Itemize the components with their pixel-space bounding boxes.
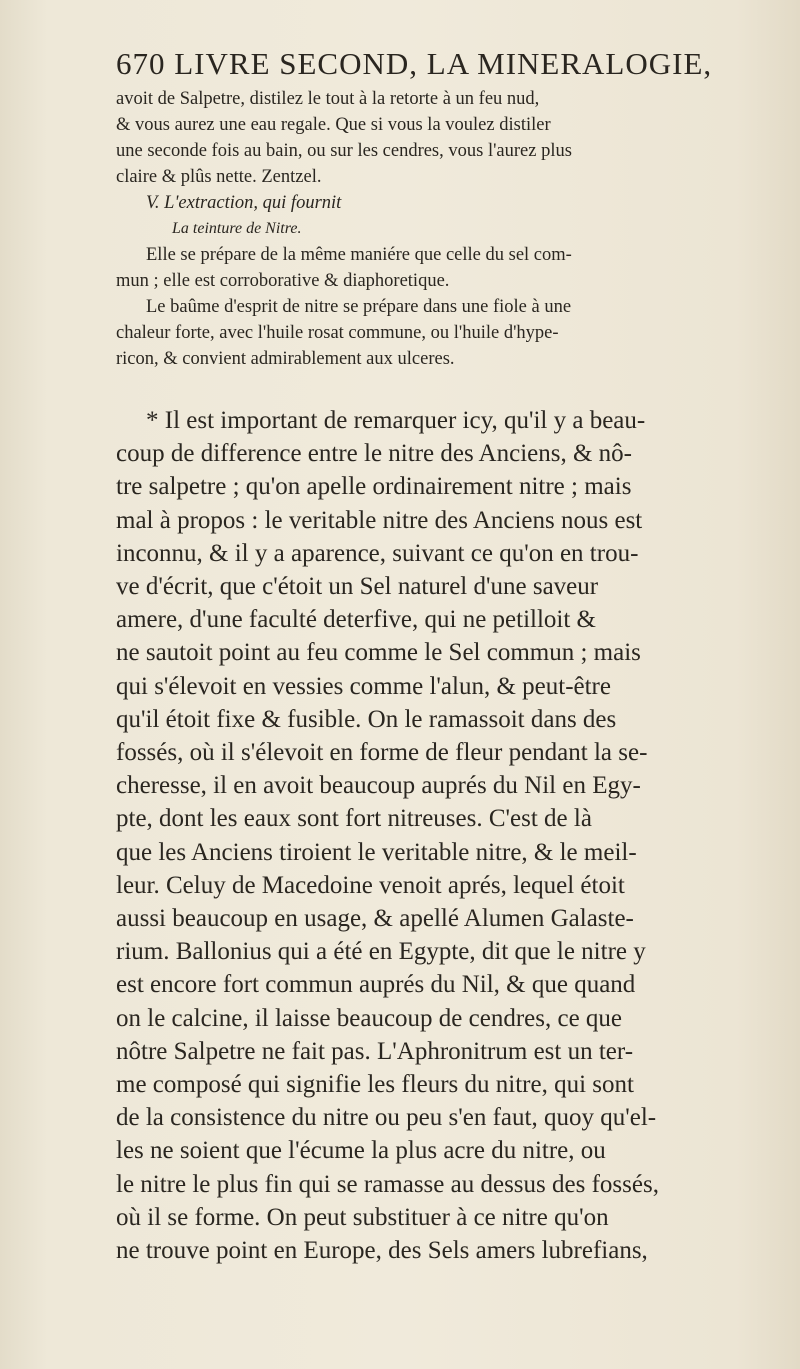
recipe-text xyxy=(116,86,756,372)
text-line: claire & plûs nette. Zentzel. xyxy=(116,167,322,187)
text-line: on le calcine, il laisse beaucoup de cendres, ce que xyxy=(116,1004,623,1032)
text-line: une seconde fois au bain, ou sur les cendres, vous l'aurez plus xyxy=(116,141,572,161)
text-line: me composé qui signifie les fleurs du nitre, qui sont xyxy=(116,1071,634,1099)
text-line: aussi beaucoup en usage, & apellé Alumen Galaste- xyxy=(116,905,634,933)
text-line: qui s'élevoit en vessies comme l'alun, & peut-être xyxy=(116,672,611,700)
section-subheading: La teinture de Nitre. xyxy=(172,220,302,237)
text-line: que les Anciens tiroient le veritable nitre, & le meil- xyxy=(116,838,637,866)
text-line: leur. Celuy de Macedoine venoit aprés, lequel étoit xyxy=(116,871,625,899)
text-line: ve d'écrit, que c'étoit un Sel naturel d'une saveur xyxy=(116,573,599,601)
commentary-text xyxy=(116,404,740,1267)
text-line: amere, d'une faculté deterfive, qui ne petilloit & xyxy=(116,606,597,634)
text-line: ricon, & convient admirablement aux ulceres. xyxy=(116,349,455,369)
text-line: fossés, où il s'élevoit en forme de fleur pendant la se- xyxy=(116,739,648,767)
text-line: avoit de Salpetre, distilez le tout à la retorte à un feu nud, xyxy=(116,89,540,109)
section-heading: V. L'extraction, qui fournit xyxy=(146,193,342,213)
text-line: les ne soient que l'écume la plus acre du nitre, ou xyxy=(116,1137,606,1165)
text-line: cheresse, il en avoit beaucoup auprés du Nil en Egy- xyxy=(116,772,641,800)
text-line: le nitre le plus fin qui se ramasse au dessus des fossés, xyxy=(116,1170,659,1198)
text-line: est encore fort commun auprés du Nil, & que quand xyxy=(116,971,636,999)
text-line: où il se forme. On peut substituer à ce nitre qu'on xyxy=(116,1203,609,1231)
text-line: mun ; elle est corroborative & diaphoretique. xyxy=(116,271,450,291)
text-line: tre salpetre ; qu'on apelle ordinairement nitre ; mais xyxy=(116,473,632,501)
text-line: & vous aurez une eau regale. Que si vous la voulez distiler xyxy=(116,115,551,135)
text-line: Le baûme d'esprit de nitre se prépare dans une fiole à une xyxy=(146,297,572,317)
text-line: ne sautoit point au feu comme le Sel commun ; mais xyxy=(116,639,641,667)
text-line: chaleur forte, avec l'huile rosat commune, ou l'huile d'hype- xyxy=(116,323,559,343)
text-line: coup de difference entre le nitre des Anciens, & nô- xyxy=(116,440,633,468)
text-line: rium. Ballonius qui a été en Egypte, dit que le nitre y xyxy=(116,938,646,966)
text-line: de la consistence du nitre ou peu s'en faut, quoy qu'el- xyxy=(116,1104,657,1132)
text-line: * Il est important de remarquer icy, qu'il y a beau- xyxy=(146,407,646,434)
text-line: pte, dont les eaux sont fort nitreuses. C'est de là xyxy=(116,805,592,833)
text-line: mal à propos : le veritable nitre des Anciens nous est xyxy=(116,506,643,534)
text-line: nôtre Salpetre ne fait pas. L'Aphronitrum est un ter- xyxy=(116,1037,634,1065)
text-line: ne trouve point en Europe, des Sels amers lubrefians, xyxy=(116,1237,648,1265)
text-line: qu'il étoit fixe & fusible. On le ramassoit dans des xyxy=(116,705,617,733)
text-line: Elle se prépare de la même maniére que celle du sel com- xyxy=(146,245,572,265)
running-header: 670 LIVRE SECOND, LA MINERALOGIE, xyxy=(116,46,713,81)
text-line: inconnu, & il y a aparence, suivant ce qu'on en trou- xyxy=(116,539,639,567)
